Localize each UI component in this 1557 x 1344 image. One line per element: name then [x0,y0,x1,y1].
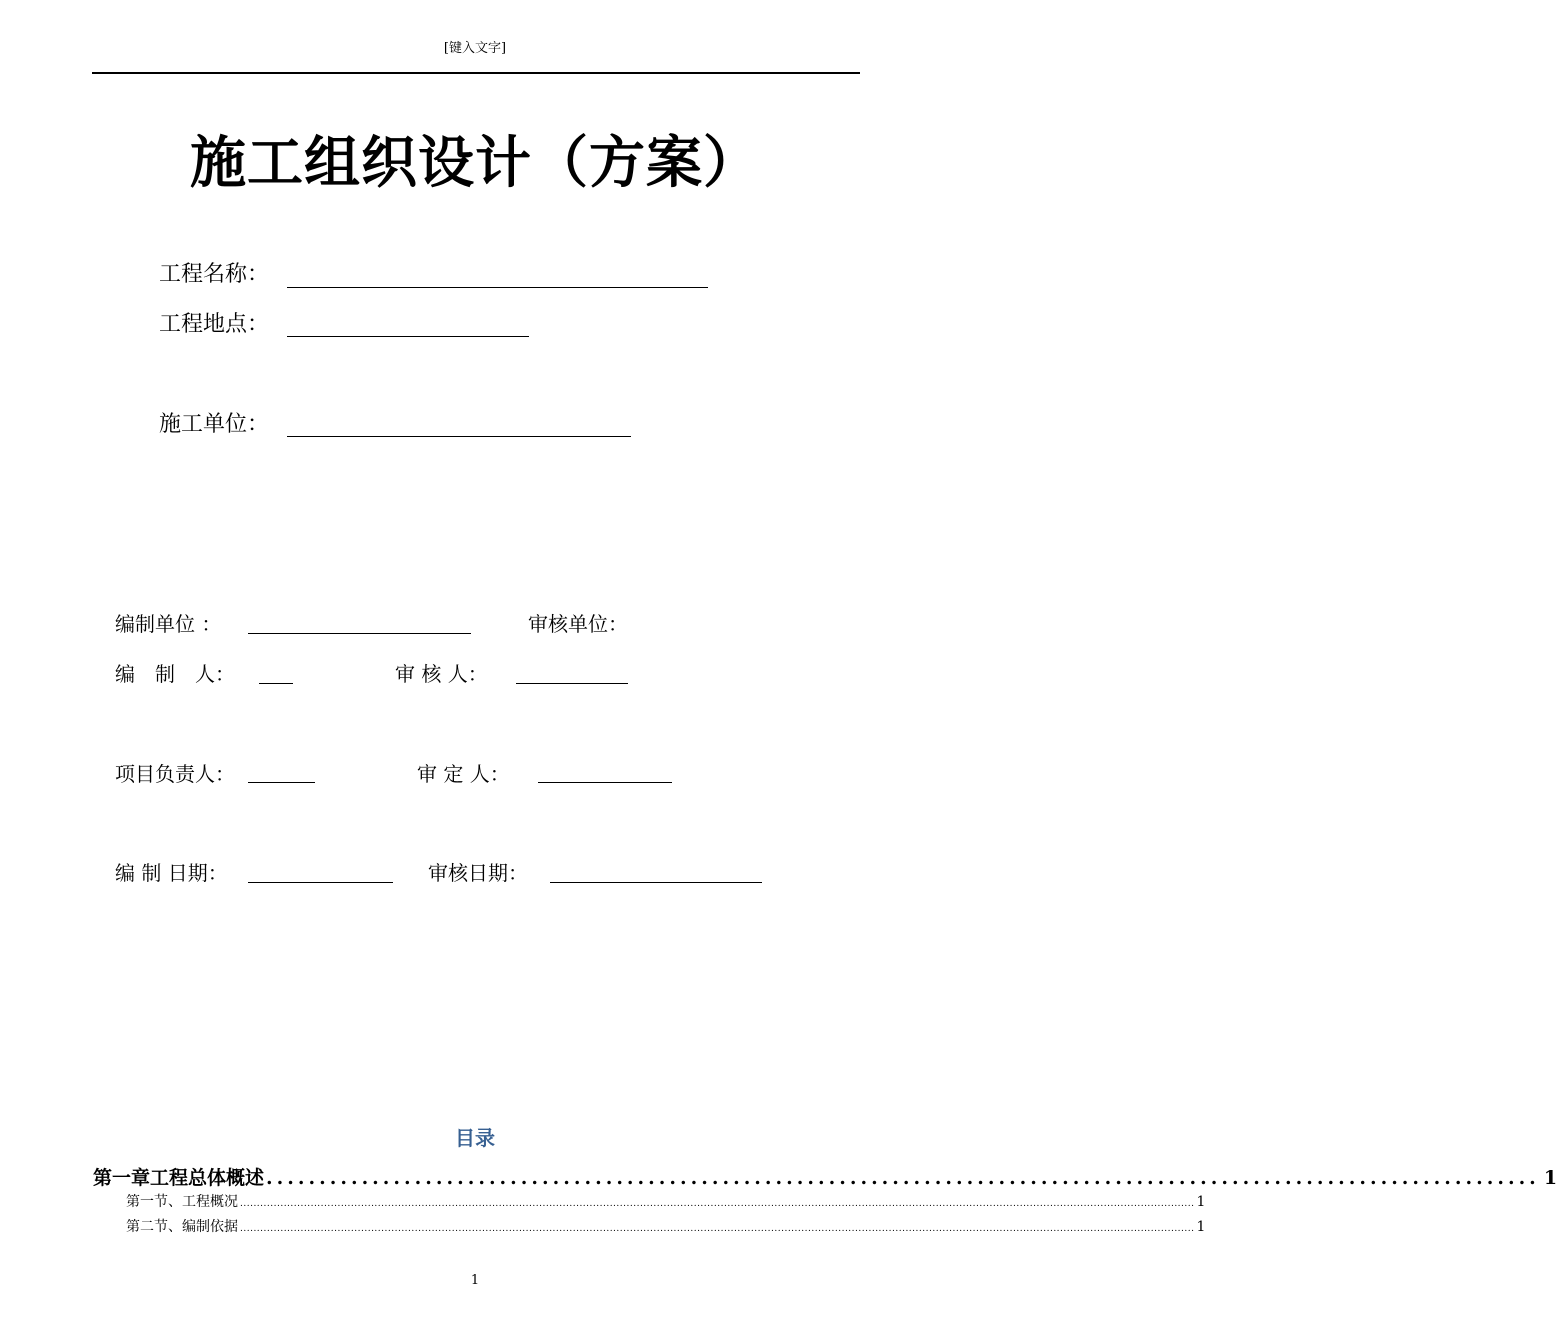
project-location-field[interactable] [287,336,529,337]
toc-chapter-title: 工程总体概述 [150,1167,265,1189]
toc-chapter-1[interactable] [93,1163,1557,1190]
toc-chapter-number: 第一章 [93,1167,151,1189]
toc-section-1-2[interactable] [126,1216,1206,1236]
compiler-label: 编 制 人： [115,662,235,686]
toc-section-title: 第一节、工程概况 [126,1194,238,1210]
compile-unit-label: 编制单位 ： [115,612,222,636]
toc-leader-dots: ............................................................................................................................................................................................................................................................................................ [240,1224,1195,1234]
approver-field[interactable] [538,782,672,783]
toc-section-page: 1 [1196,1194,1206,1210]
compile-date-label: 编 制 日期： [115,861,228,885]
toc-title: 目录 [455,1126,495,1150]
project-name-label: 工程名称： [159,262,270,287]
construction-unit-label: 施工单位： [159,412,270,437]
compile-unit-field[interactable] [248,633,471,634]
document-title: 施工组织设计（方案） [190,131,760,196]
review-date-label: 审核日期： [428,861,528,885]
page-header-text: [键入文字] [443,41,507,56]
project-name-field[interactable] [287,287,708,288]
header-rule [92,72,860,74]
reviewer-field[interactable] [516,683,628,684]
project-lead-label: 项目负责人： [115,762,235,786]
compiler-field[interactable] [259,683,293,684]
page-number: 1 [470,1273,480,1288]
approver-label: 审 定 人： [417,762,510,786]
toc-chapter-page: 1 [1543,1167,1557,1189]
review-unit-label: 审核单位： [528,612,628,636]
review-date-field[interactable] [550,882,762,883]
toc-leader-dots: ........................................................................................................................ [266,1167,1540,1189]
project-location-label: 工程地点： [159,312,270,337]
toc-section-page: 1 [1196,1219,1206,1235]
toc-section-title: 第二节、编制依据 [126,1219,238,1235]
reviewer-label: 审 核 人： [395,662,488,686]
compile-date-field[interactable] [248,882,393,883]
toc-leader-dots: ............................................................................................................................................................................................................................................................................................ [240,1199,1195,1209]
toc-section-1-1[interactable] [126,1191,1206,1211]
project-lead-field[interactable] [248,782,315,783]
construction-unit-field[interactable] [287,436,631,437]
